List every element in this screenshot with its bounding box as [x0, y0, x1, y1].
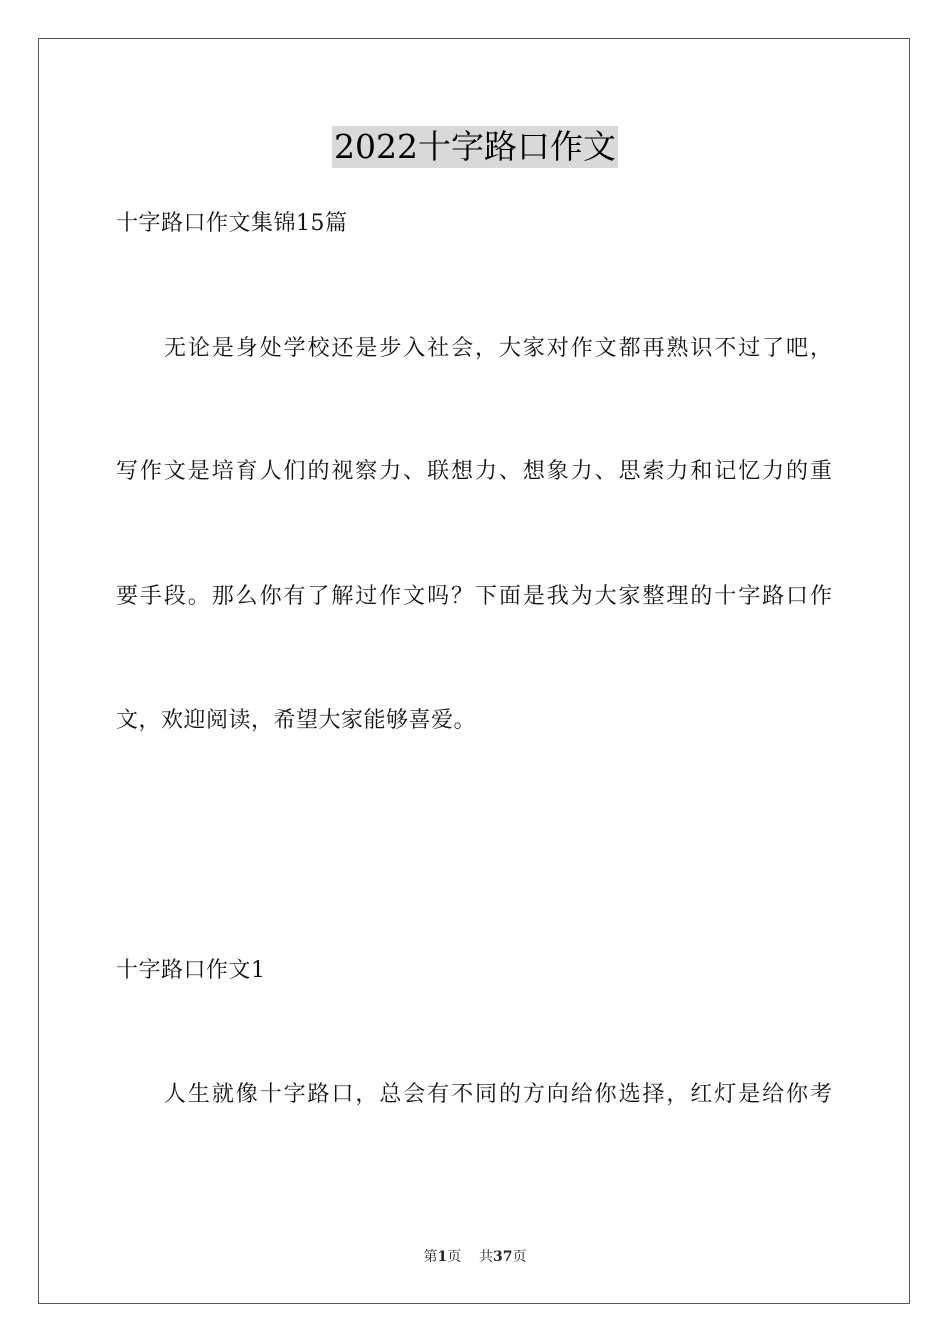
document-subtitle: 十字路口作文集锦15篇	[116, 211, 348, 236]
page-footer	[0, 1246, 950, 1266]
section-heading: 十字路口作文1	[116, 958, 266, 983]
footer-page-number: 1	[437, 1249, 448, 1265]
intro-line-4: 文，欢迎阅读，希望大家能够喜爱。	[116, 708, 477, 733]
section-line-1: 人生就像十字路口，总会有不同的方向给你选择，红灯是给你考	[164, 1082, 832, 1107]
footer-page-prefix: 第	[423, 1249, 438, 1265]
footer-total-suffix: 页	[512, 1249, 527, 1265]
intro-line-2: 写作文是培育人们的视察力、联想力、想象力、思索力和记忆力的重	[116, 459, 832, 484]
footer-total-prefix: 共	[479, 1249, 494, 1265]
intro-line-3: 要手段。那么你有了解过作文吗？下面是我为大家整理的十字路口作	[116, 584, 832, 609]
title-container	[0, 126, 950, 168]
intro-line-1: 无论是身处学校还是步入社会，大家对作文都再熟识不过了吧，	[164, 336, 832, 361]
document-title: 2022十字路口作文	[334, 127, 616, 166]
footer-page-suffix: 页	[447, 1249, 462, 1265]
footer-total-pages: 37	[493, 1249, 513, 1265]
